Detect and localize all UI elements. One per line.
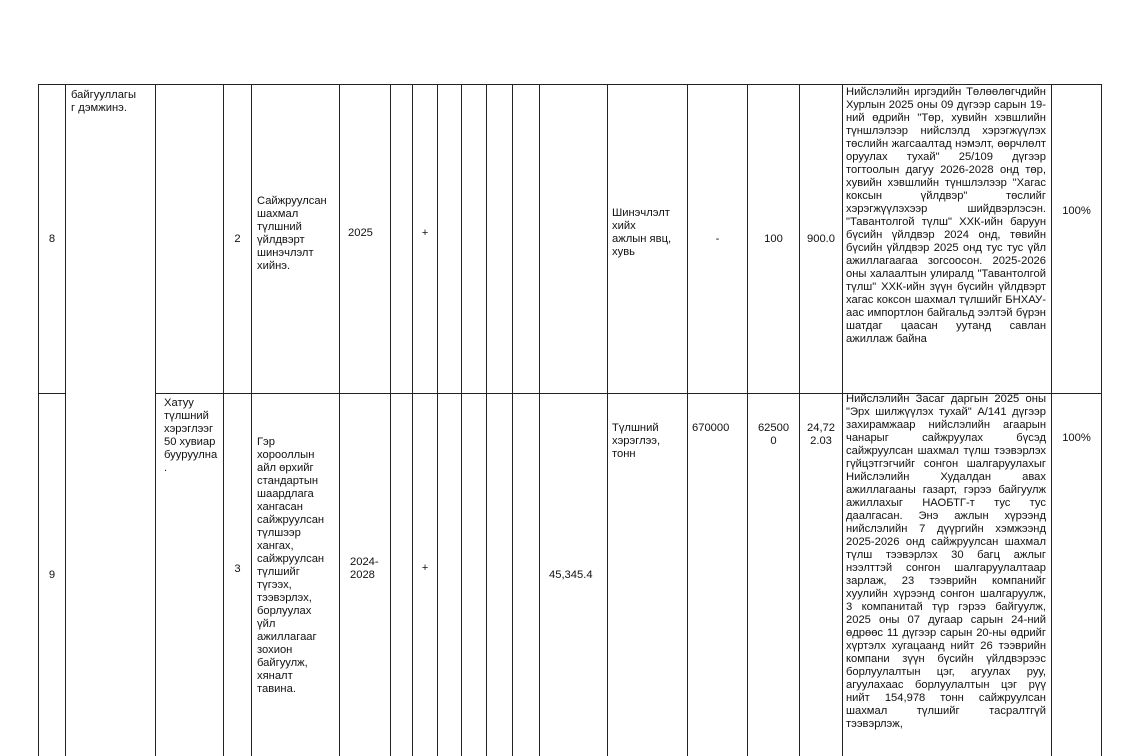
actual-cell: 900.0 <box>807 233 835 245</box>
table-top-border <box>38 84 1101 85</box>
column-border <box>155 84 156 756</box>
column-border <box>461 84 462 756</box>
column-border <box>539 84 540 756</box>
budget-cell: 45,345.4 <box>549 569 593 581</box>
column-border <box>412 84 413 756</box>
activity-cell: Гэр хорооллын айл өрхийг стандартын шаардлага хангасан сайжруулсан түлшээр хангах, сайжруулсан түлшийг түгээх, тээвэрлэх, борлуулах үйл ажиллагааг зохион байгуулж, хяналт тавина. <box>257 436 325 695</box>
goal-fragment-cell: байгууллагы г дэмжинэ. <box>71 89 137 114</box>
percent-cell: 100% <box>1062 432 1091 444</box>
actual-cell: 24,72 2.03 <box>807 422 835 447</box>
activity-cell: Сайжруулсан шахмал түлшний үйлдвэрт шинэчлэлт хийнэ. <box>257 195 327 272</box>
report-cell: Нийслэлийн Засаг даргын 2025 оны "Эрх шилжүүлэх тухай" А/141 дүгээр захирамжаар нийслэлийн агаарын чанарыг сайжруулах бүсэд сайжруулсан шахмал түлш тээвэрлэх гүйцэтгэгчийг сонгон шалгаруулахыг Нийслэлийн Худалдан авах ажиллагааны газарт, гэрээ байгуулж ажиллахыг НАОБТГ-т тус тус даалгасан. Энэ ажлын хүрээнд нийслэлийн 7 дүүргийн хэмжээнд 2025-2026 онд сайжруулсан шахмал түлш тээвэрлэх 30 багц ажлыг нээлттэй сонгон шалгаруулалтаар зарлаж, 23 тээврийн компанийг хуулийн хүрээнд сонгон шалгаруулж, 3 компанитай түр гэрээ байгуулж, 2025 оны 07 дугаар сарын 24-ний өдрөөс 11 дүгээр сарын 20-ны өдрийг хүртэлх хугацаанд нийт 26 тээврийн компани зүүн бүсийн үйлдвэрээс борлуулалтын цэг, агуулах руу, агуулахаас борлуулалтын цэг рүү нийт 154,978 тонн сайжруулсан шахмал түлшийг тасралтгүй тээвэрлэж, <box>846 393 1050 730</box>
row-number: 8 <box>48 233 56 245</box>
column-border <box>607 84 608 756</box>
column-border <box>1101 84 1102 756</box>
column-border <box>339 84 340 756</box>
period-cell: 2024- 2028 <box>350 556 379 581</box>
indicator-cell: Түлшний хэрэглээ, тонн <box>612 422 661 460</box>
column-border <box>38 84 39 756</box>
column-border <box>437 84 438 756</box>
sub-number: 3 <box>234 563 241 575</box>
row-number: 9 <box>48 569 56 581</box>
row-separator <box>38 393 65 394</box>
column-border <box>512 84 513 756</box>
column-border <box>799 84 800 756</box>
mark-cell: + <box>421 227 429 239</box>
column-border <box>687 84 688 756</box>
column-border <box>747 84 748 756</box>
column-border <box>65 84 66 756</box>
mark-cell: + <box>421 562 429 574</box>
column-border <box>390 84 391 756</box>
percent-cell: 100% <box>1062 205 1091 217</box>
baseline-cell: 670000 <box>692 422 730 434</box>
column-border <box>223 84 224 756</box>
sub-number: 2 <box>234 233 241 245</box>
column-border <box>251 84 252 756</box>
goal-cell: Хатуу түлшний хэрэглээг 50 хувиар бууруулна . <box>164 397 218 474</box>
target-cell: 100 <box>764 233 783 245</box>
target-cell: 62500 0 <box>757 422 790 447</box>
report-cell: Нийслэлийн иргэдийн Төлөөлөгчдийн Хурлын 2025 оны 09 дүгээр сарын 19-ний өдрийн "Төр, хувийн хэвшлийн түншлэлээр нийслэлд хэрэгжүүлэх төслийн жагсаалтад нэмэлт, өөрчлөлт оруулах тухай" 25/109 дүгээр тогтоолын дагуу 2026-2028 онд төр, хувийн хэвшлийн түншлэлээр "Хагас коксын үйлдвэр" төслийг хэрэгжүүлэхээр шийдвэрлэсэн. "Тавантолгой түлш" ХХК-ийн баруун бүсийн үйлдвэр 2024 онд, төвийн бүсийн үйлдвэр 2025 онд тус тус үйл ажиллагаагаа зогсоосон. 2025-2026 оны халаалтын улиралд "Тавантолгой түлш" ХХК-ийн зүүн бүсийн үйлдвэрт хагас коксон шахмал түлшийг БНХАУ-аас импортлон байгальд ээлтэй бүрэн шатдаг цаасан уутанд савлан ажиллаж байна <box>846 86 1050 345</box>
baseline-cell: - <box>715 233 720 245</box>
period-cell: 2025 <box>348 227 373 239</box>
indicator-cell: Шинэчлэлт хийх ажлын явц, хувь <box>612 207 672 258</box>
column-border <box>842 84 843 756</box>
column-border <box>1051 84 1052 756</box>
column-border <box>486 84 487 756</box>
